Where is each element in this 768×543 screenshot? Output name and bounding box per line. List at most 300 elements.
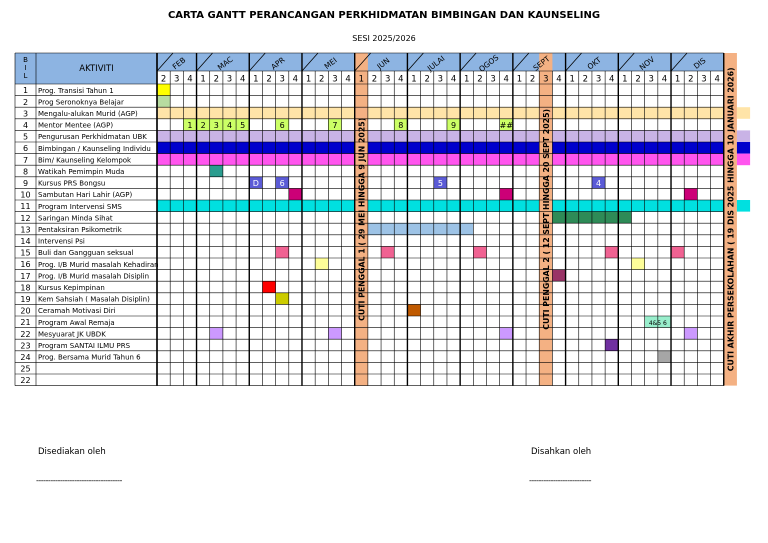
week-number: 2 [424,74,430,85]
activity-cell [513,154,526,166]
activity-cell [697,154,710,166]
week-number: 3 [701,74,707,85]
activity-cell [210,142,223,154]
activity-cell [157,96,170,108]
activity-name: Bimbingan / Kaunseling Individu [38,144,151,153]
activity-cell [526,142,539,154]
activity-cell [592,130,605,142]
activity-cell [236,200,249,212]
activity-cell [711,142,724,154]
activity-cell [289,130,302,142]
activity-cell [157,200,170,212]
week-number: 2 [477,74,483,85]
week-number: 3 [279,74,285,85]
activity-cell [183,154,196,166]
activity-cell [671,154,684,166]
activity-cell [394,130,407,142]
week-number: 4 [239,74,246,85]
activity-cell [210,165,223,177]
activity-cell [697,107,710,119]
activity-cell [394,107,407,119]
activity-name: Kursus Kepimpinan [38,284,105,292]
activity-cell [407,304,420,316]
month-label-nov: NOV [637,54,657,73]
activity-cell [513,130,526,142]
activity-cell [223,107,236,119]
activity-name: Saringan Minda Sihat [38,214,113,223]
activity-cell-label: 6 [279,178,285,188]
row-number: 4 [22,121,29,130]
activity-cell [447,154,460,166]
row-number: 13 [20,225,31,235]
activity-cell [210,154,223,166]
activity-name: Program Awal Remaja [38,318,115,327]
activity-cell [447,142,460,154]
activity-cell [328,130,341,142]
activity-cell [236,154,249,166]
activity-cell [605,339,618,351]
activity-cell [526,200,539,212]
month-label-julai: JULAI [425,53,447,73]
activity-cell [684,142,697,154]
activity-cell-label: 5 [437,178,443,188]
activity-cell [513,142,526,154]
week-number: 1 [569,74,575,85]
week-number: 1 [464,74,470,85]
activity-cell [658,130,671,142]
week-number: 1 [516,74,523,85]
activity-cell [487,107,500,119]
week-number: 4 [398,74,404,85]
activity-cell [737,154,750,166]
activity-cell [157,84,170,96]
activity-cell [579,154,592,166]
activity-cell [249,154,262,166]
activity-name: Prog. Transisi Tahun 1 [38,86,114,95]
activity-name: Buli dan Gangguan seksual [38,249,134,258]
activity-cell [210,130,223,142]
activity-cell [249,107,262,119]
activity-cell [460,107,473,119]
header-bil-letter: L [23,72,28,80]
activity-cell [328,328,341,340]
activity-cell [368,200,381,212]
activity-cell [236,142,249,154]
activity-cell [671,107,684,119]
row-number: 5 [22,132,29,142]
activity-cell-label: 3 [213,120,219,130]
activity-cell [500,200,513,212]
activity-name: Mentor Mentee (AGP) [38,121,114,130]
week-number: 2 [582,74,589,85]
month-label-sept: SEPT [531,54,552,73]
activity-cell [302,200,315,212]
activity-cell [315,107,328,119]
activity-cell [210,200,223,212]
row-number: 2 [22,97,29,107]
header-bil-letter: I [24,64,27,72]
activity-cell [487,154,500,166]
activity-cell [183,130,196,142]
activity-cell [434,107,447,119]
activity-cell [262,154,275,166]
activity-cell [552,212,565,224]
row-number: 16 [20,260,31,270]
activity-cell [592,154,605,166]
activity-cell [368,154,381,166]
activity-cell [592,107,605,119]
week-number: 4 [661,74,668,85]
week-number: 2 [266,74,272,85]
activity-name: Ceramah Motivasi Diri [38,307,116,316]
week-number: 3 [595,74,602,85]
approved-by-signature-line: -------------------------- [529,476,592,485]
activity-cell [210,328,223,340]
week-number: 4 [714,74,720,85]
activity-cell-label: 4&5 6 [648,320,667,327]
month-label-ogos: OGOS [477,52,501,74]
activity-cell [592,142,605,154]
activity-name: Prog. Bersama Murid Tahun 6 [38,353,141,362]
activity-cell [276,130,289,142]
activity-cell [315,142,328,154]
activity-cell [473,246,486,258]
activity-name: Kursus PRS Bongsu [38,179,106,188]
activity-cell [421,130,434,142]
activity-cell [368,130,381,142]
activity-cell [421,154,434,166]
activity-cell [157,154,170,166]
activity-cell [249,142,262,154]
activity-cell [262,130,275,142]
activity-cell [671,130,684,142]
activity-cell [658,154,671,166]
activity-cell [197,107,210,119]
activity-cell [552,200,565,212]
activity-cell [407,223,420,235]
activity-cell-label: 6 [279,120,285,130]
activity-cell [592,212,605,224]
activity-cell [368,142,381,154]
month-label-jun: JUN [375,55,392,72]
activity-cell [223,154,236,166]
activity-cell [197,130,210,142]
week-number: 2 [319,74,325,85]
week-number: 1 [305,74,312,85]
activity-cell [302,154,315,166]
activity-cell [658,200,671,212]
activity-cell [526,154,539,166]
activity-cell [315,130,328,142]
prepared-by-signature-line: ------------------------------------ [36,476,122,485]
activity-cell [605,246,618,258]
week-number: 4 [503,74,509,85]
activity-cell [197,142,210,154]
activity-cell [487,130,500,142]
activity-cell [170,130,183,142]
activity-cell [381,246,394,258]
activity-cell [631,154,644,166]
week-number: 3 [543,74,549,85]
activity-cell [289,107,302,119]
activity-cell [473,200,486,212]
activity-cell-label: 4 [595,178,602,188]
activity-cell-label: 1 [187,120,193,130]
activity-name: Pentaksiran Psikometrik [38,226,122,234]
month-label-dis: DIS [691,55,708,71]
activity-cell [711,154,724,166]
activity-cell [631,130,644,142]
activity-cell-label: 5 [240,120,246,130]
month-label-mac: MAC [215,54,235,73]
activity-cell [500,130,513,142]
activity-cell [170,200,183,212]
activity-cell [342,142,355,154]
activity-name: Pengurusan Perkhidmatan UBK [38,133,147,142]
activity-cell [447,223,460,235]
activity-cell [473,142,486,154]
week-number: 4 [556,74,562,85]
activity-cell [157,107,170,119]
activity-cell [434,142,447,154]
activity-cell [605,130,618,142]
activity-cell [671,246,684,258]
activity-cell [684,130,697,142]
activity-cell [684,154,697,166]
activity-cell [223,142,236,154]
activity-cell [197,154,210,166]
activity-cell [262,142,275,154]
month-label-feb: FEB [170,55,188,72]
row-number: 10 [20,190,31,200]
activity-cell [671,200,684,212]
activity-cell [579,130,592,142]
activity-name: Sambutan Hari Lahir (AGP) [38,191,133,200]
activity-cell [183,107,196,119]
activity-cell [684,188,697,200]
activity-cell [328,142,341,154]
cuti-label-3: CUTI AKHIR PERSEKOLAHAN ( 19 DIS 2025 HINGGA 10 JANUARI 2026) [726,67,736,372]
activity-cell [552,154,565,166]
row-number: 15 [20,248,31,258]
activity-cell [605,154,618,166]
activity-cell [381,223,394,235]
activity-cell [566,107,579,119]
activity-cell [566,212,579,224]
activity-cell [697,142,710,154]
month-label-okt: OKT [585,55,603,72]
activity-cell-label: 4 [226,120,233,130]
activity-cell [328,200,341,212]
activity-cell [447,107,460,119]
activity-cell [711,200,724,212]
activity-cell [381,107,394,119]
week-number: 1 [411,74,417,85]
week-number: 3 [437,74,444,85]
activity-cell [434,223,447,235]
activity-cell [262,281,275,293]
week-number: 3 [332,74,338,85]
activity-cell [645,154,658,166]
row-number: 17 [20,271,31,281]
activity-cell-label: ## [499,120,513,130]
activity-cell [631,200,644,212]
activity-cell [618,130,631,142]
activity-cell [183,200,196,212]
activity-cell [407,130,420,142]
activity-cell [566,142,579,154]
activity-cell [737,142,750,154]
activity-cell [605,212,618,224]
activity-cell [394,154,407,166]
activity-cell [210,107,223,119]
activity-cell [421,200,434,212]
activity-cell [500,154,513,166]
activity-cell [183,142,196,154]
week-number: 3 [226,74,233,85]
activity-cell [737,200,750,212]
week-number: 2 [371,74,378,85]
activity-cell [315,200,328,212]
month-label-apr: APR [269,55,287,72]
activity-cell-label: 8 [398,120,404,130]
activity-cell [302,107,315,119]
week-number: 1 [358,74,365,85]
activity-cell [262,107,275,119]
activity-cell [157,142,170,154]
week-number: 2 [160,74,167,85]
activity-cell [460,200,473,212]
activity-cell [737,130,750,142]
activity-cell [223,130,236,142]
activity-cell [579,107,592,119]
week-number: 1 [674,74,681,85]
week-number: 1 [253,74,259,85]
prepared-by-label: Disediakan oleh [38,447,106,457]
activity-cell [592,200,605,212]
session-label: SESI 2025/2026 [352,34,416,43]
activity-cell [460,154,473,166]
activity-name: Bim/ Kaunseling Kelompok [38,156,132,165]
activity-cell [289,154,302,166]
row-number: 6 [22,144,29,154]
activity-cell [631,142,644,154]
activity-cell [328,107,341,119]
activity-name: Mesyuarat JK UBDK [38,330,106,339]
activity-cell [157,130,170,142]
activity-cell-label: 9 [451,120,457,130]
activity-cell [170,107,183,119]
chart-title: CARTA GANTT PERANCANGAN PERKHIDMATAN BIMBINGAN DAN KAUNSELING [167,10,601,21]
activity-cell [697,200,710,212]
activity-cell [170,142,183,154]
activity-cell [394,142,407,154]
activity-name: Prog. I/B Murid masalah Disiplin [38,272,150,281]
activity-name: Program SANTAI ILMU PRS [38,342,131,350]
activity-cell [645,107,658,119]
activity-cell [618,154,631,166]
activity-cell [631,107,644,119]
row-number: 21 [20,318,31,328]
activity-name: Program Intervensi SMS [38,202,122,211]
row-number: 9 [22,179,29,188]
activity-cell [289,188,302,200]
activity-cell [513,107,526,119]
activity-cell [552,107,565,119]
activity-cell [315,154,328,166]
activity-cell [421,223,434,235]
activity-cell [658,107,671,119]
month-label-mei: MEI [322,55,339,72]
activity-cell [342,130,355,142]
row-number: 1 [22,86,29,96]
row-number: 14 [20,237,31,246]
activity-cell [579,142,592,154]
activity-cell-label: 7 [332,120,338,130]
activity-cell [552,130,565,142]
activity-cell [394,200,407,212]
activity-cell [526,130,539,142]
approved-by-label: Disahkan oleh [531,447,592,457]
cuti-label-2: CUTI PENGGAL 2 ( 12 SEPT HINGGA 20 SEPT 2025) [541,108,551,330]
activity-cell [276,293,289,305]
activity-cell [618,200,631,212]
row-number: 22 [20,376,31,386]
week-number: 4 [345,74,351,85]
activity-name: Prog. I/B Murid masalah Kehadiran [38,260,159,269]
activity-cell [223,200,236,212]
activity-cell [394,223,407,235]
activity-cell [645,142,658,154]
row-number: 3 [22,109,29,119]
activity-cell [276,200,289,212]
row-number: 22 [20,329,31,339]
header-bil-letter: B [23,56,28,64]
activity-cell [368,107,381,119]
activity-cell [447,130,460,142]
activity-cell [605,142,618,154]
activity-cell [566,130,579,142]
activity-cell [447,200,460,212]
header-aktiviti: AKTIVITI [79,64,114,74]
activity-cell [381,130,394,142]
activity-cell [315,258,328,270]
activity-cell [500,328,513,340]
activity-cell [684,107,697,119]
activity-cell [460,142,473,154]
activity-cell [645,130,658,142]
week-number: 3 [174,74,180,85]
activity-cell [170,154,183,166]
activity-cell [711,107,724,119]
activity-cell [697,130,710,142]
activity-name: Prog Seronoknya Belajar [38,98,124,107]
activity-cell [487,200,500,212]
activity-cell [500,107,513,119]
activity-cell [421,142,434,154]
activity-cell [460,223,473,235]
activity-cell [381,154,394,166]
row-number: 20 [20,306,31,316]
cuti-label-1: CUTI PENGGAL 1 ( 29 MEI HINGGA 9 JUN 2025) [357,117,367,321]
activity-cell [197,200,210,212]
week-number: 1 [622,74,628,85]
activity-cell [605,107,618,119]
activity-cell [407,200,420,212]
activity-cell [711,130,724,142]
activity-cell [579,212,592,224]
activity-cell [342,154,355,166]
